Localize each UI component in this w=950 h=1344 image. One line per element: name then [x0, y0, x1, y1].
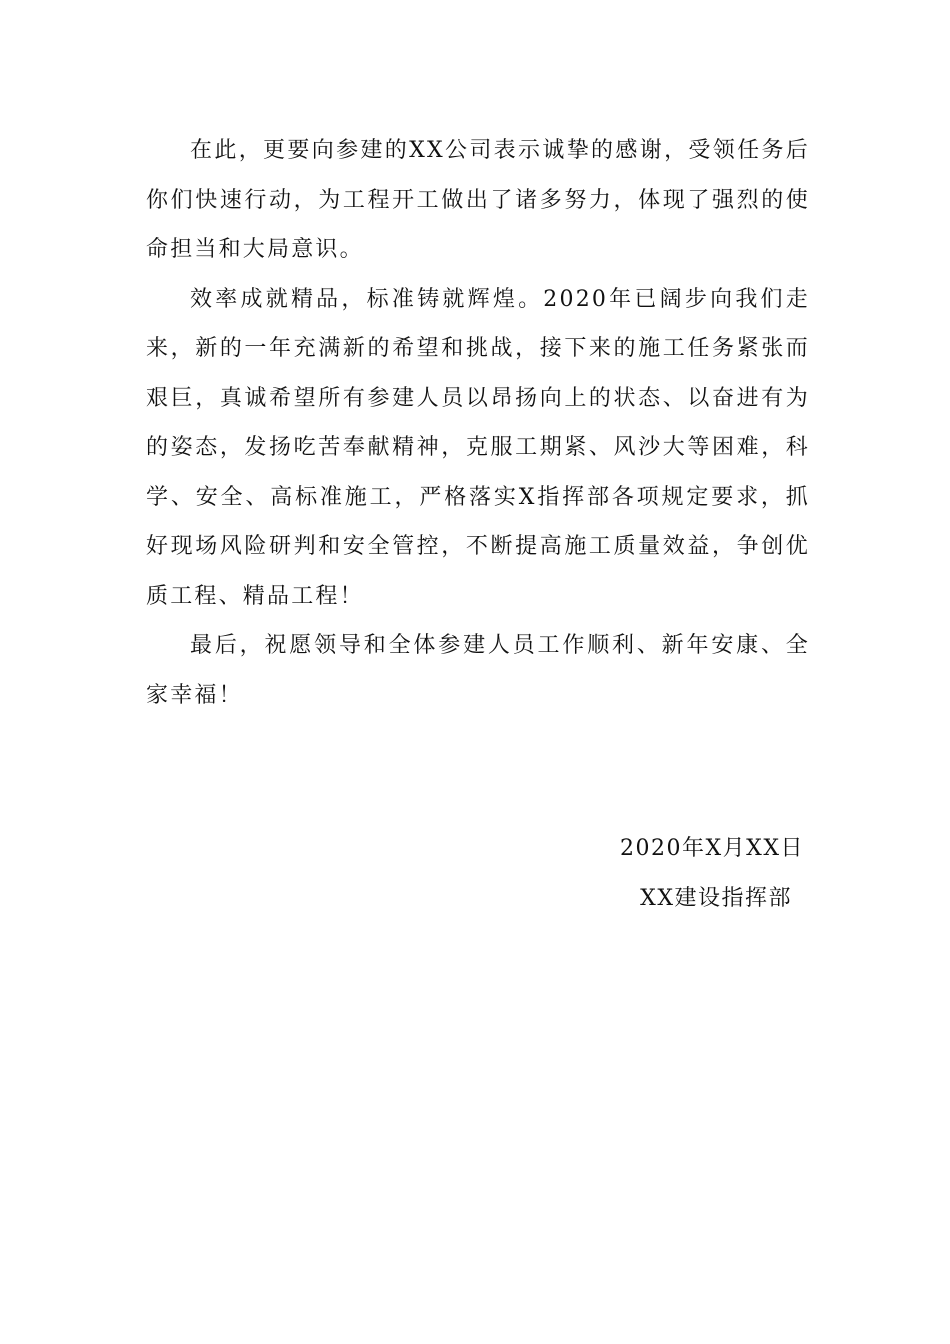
signature-block: [504, 824, 804, 923]
letter-body: [146, 126, 810, 720]
signature-organization: XX建设指挥部: [640, 885, 792, 911]
paragraph-thanks: 在此，更要向参建的XX公司表示诚挚的感谢，受领任务后你们快速行动，为工程开工做出了诸多努力，体现了强烈的使命担当和大局意识。: [146, 138, 810, 262]
paragraph-closing-wishes: 最后，祝愿领导和全体参建人员工作顺利、新年安康、全家幸福！: [146, 633, 810, 708]
paragraph-expectations: 效率成就精品，标准铸就辉煌。2020年已阔步向我们走来，新的一年充满新的希望和挑战，接下来的施工任务紧张而艰巨，真诚希望所有参建人员以昂扬向上的状态、以奋进有为的姿态，发扬吃苦奉献精神，克服工期紧、风沙大等困难，科学、安全、高标准施工，严格落实X指挥部各项规定要求，抓好现场风险研判和安全管控，不断提高施工质量效益，争创优质工程、精品工程！: [146, 286, 810, 609]
signature-date: 2020年X月XX日: [620, 836, 804, 861]
